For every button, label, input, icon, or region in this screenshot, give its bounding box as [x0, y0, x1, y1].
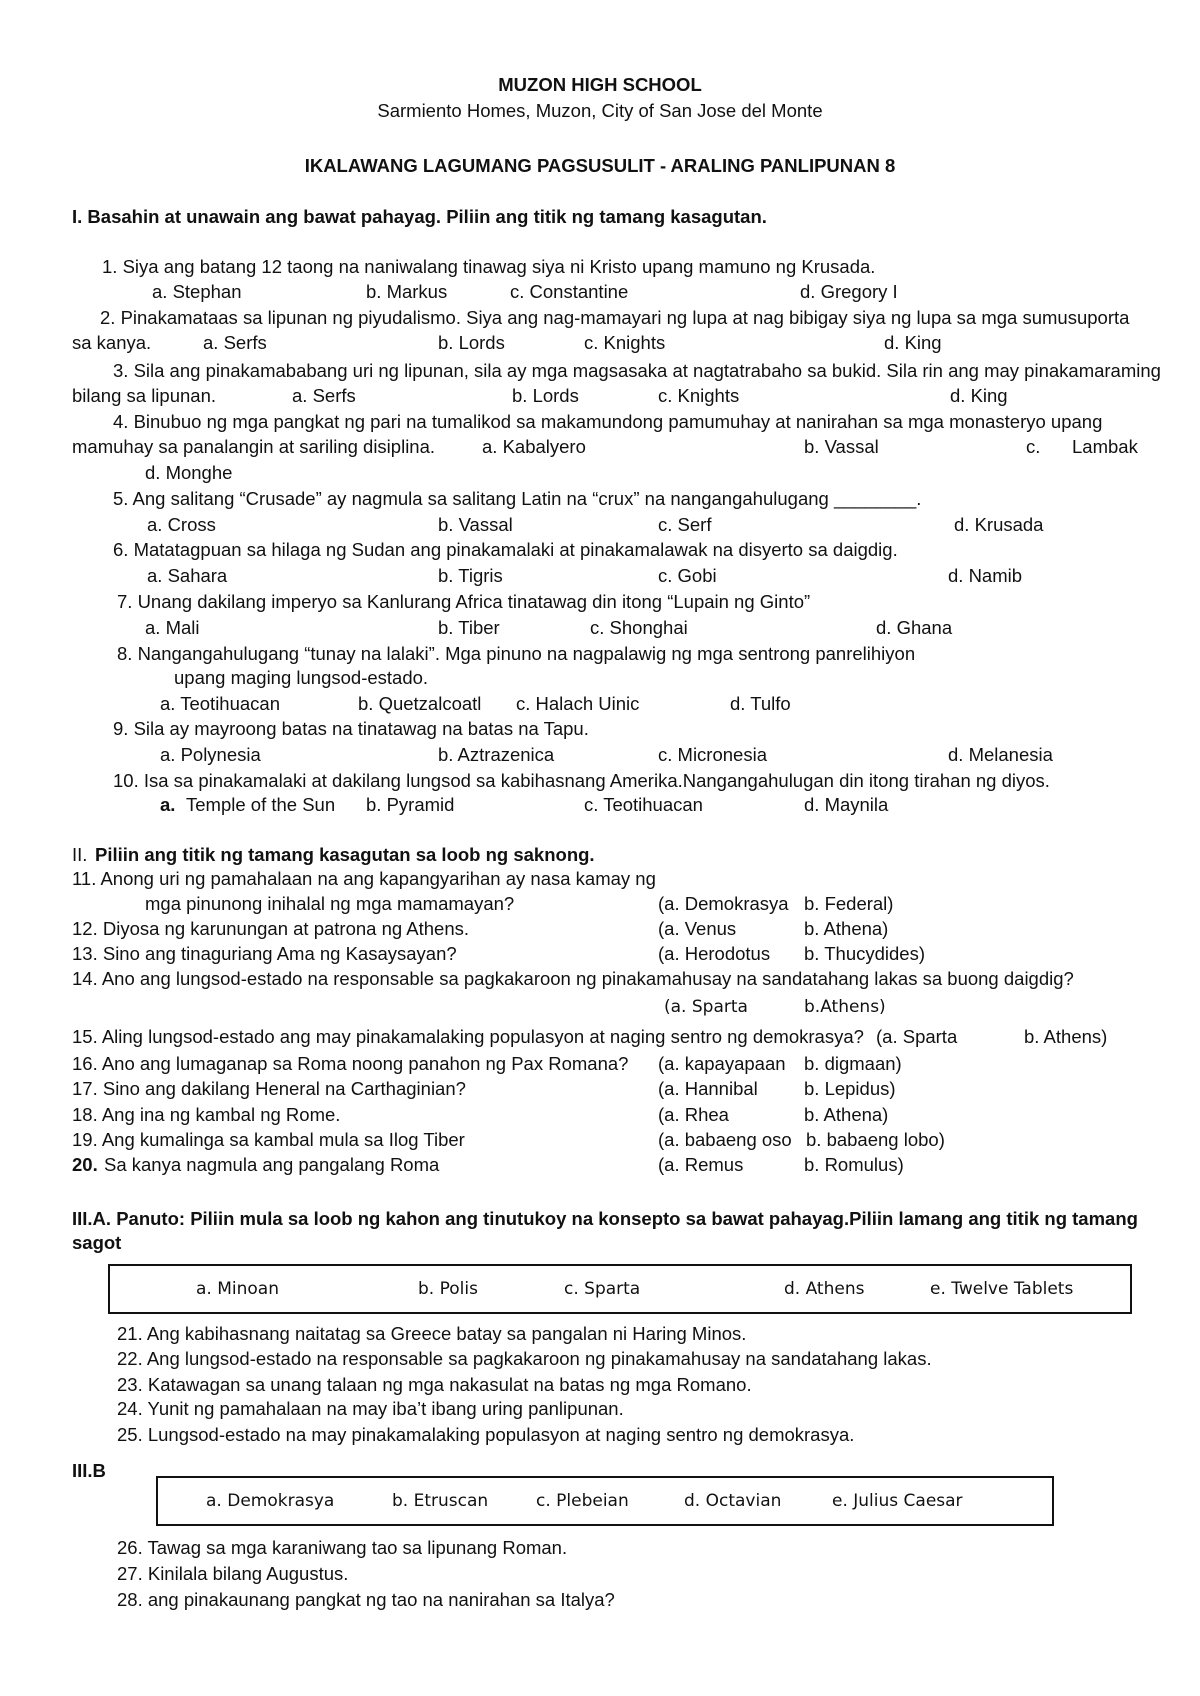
q4-option-b: b. Vassal [804, 436, 879, 457]
school-address: Sarmiento Homes, Muzon, City of San Jose del Monte [377, 100, 823, 121]
q16-option-a: (a. kapayapaan [658, 1053, 786, 1074]
q2-option-b: b. Lords [438, 332, 505, 353]
choice-3b-a: a. Demokrasya [206, 1491, 335, 1511]
q3-option-c: c. Knights [658, 385, 740, 406]
q7-text: 7. Unang dakilang imperyo sa Kanlurang Africa tinatawag din itong “Lupain ng Ginto” [117, 591, 811, 612]
part1-instruction: I. Basahin at unawain ang bawat pahayag. Piliin ang titik ng tamang kasagutan. [72, 206, 767, 227]
q2-option-d: d. King [884, 332, 942, 353]
q7-option-c: c. Shonghai [590, 617, 688, 638]
q10-option-a-letter: a. [160, 794, 176, 815]
part3a-instruction-2: sagot [72, 1232, 122, 1253]
q19-option-a: (a. babaeng oso [658, 1129, 792, 1150]
q12-option-b: b. Athena) [804, 918, 889, 939]
q18-text: 18. Ang ina ng kambal ng Rome. [72, 1104, 341, 1125]
q14-option-b: b.Athens) [804, 997, 886, 1017]
choice-3a-b: b. Polis [418, 1279, 478, 1299]
q1-option-d: d. Gregory I [800, 281, 898, 302]
q6-option-d: d. Namib [948, 565, 1023, 586]
choice-box-3b [156, 1476, 1054, 1526]
q5-option-c: c. Serf [658, 514, 712, 535]
q21-text: 21. Ang kabihasnang naitatag sa Greece batay sa pangalan ni Haring Minos. [117, 1323, 747, 1344]
q6-option-b: b. Tigris [438, 565, 503, 586]
q9-option-a: a. Polynesia [160, 744, 261, 765]
q19-option-b: b. babaeng lobo) [806, 1129, 945, 1150]
q1-option-a: a. Stephan [152, 281, 242, 302]
q13-option-b: b. Thucydides) [804, 943, 925, 964]
q3-option-a: a. Serfs [292, 385, 356, 406]
q6-text: 6. Matatagpuan sa hilaga ng Sudan ang pinakamalaki at pinakamalawak na disyerto sa daigdig. [113, 539, 898, 560]
q9-option-d: d. Melanesia [948, 744, 1053, 765]
q17-text: 17. Sino ang dakilang Heneral na Carthaginian? [72, 1078, 466, 1099]
q5-option-b: b. Vassal [438, 514, 513, 535]
q8-text-1: 8. Nangangahulugang “tunay na lalaki”. Mga pinuno na nagpalawig ng mga sentrong panrelihiyon [117, 643, 916, 664]
q20-option-b: b. Romulus) [804, 1154, 904, 1175]
q17-option-b: b. Lepidus) [804, 1078, 896, 1099]
q4-text-1: 4. Binubuo ng mga pangkat ng pari na tumalikod sa makamundong pamumuhay at nanirahan sa mga monasteryo upang [113, 411, 1103, 432]
q8-option-a: a. Teotihuacan [160, 693, 281, 714]
q6-option-a: a. Sahara [147, 565, 228, 586]
q17-option-a: (a. Hannibal [658, 1078, 758, 1099]
q8-option-c: c. Halach Uinic [516, 693, 640, 714]
q10-option-b: b. Pyramid [366, 794, 455, 815]
q13-option-a: (a. Herodotus [658, 943, 771, 964]
school-name: MUZON HIGH SCHOOL [498, 74, 702, 95]
q11-option-b: b. Federal) [804, 893, 894, 914]
q3-text-1: 3. Sila ang pinakamababang uri ng lipunan, sila ay mga magsasaka at nagtatrabaho sa bukid. Sila rin ang may pinakamaraming [113, 360, 1161, 381]
q5-text: 5. Ang salitang “Crusade” ay nagmula sa salitang Latin na “crux” na nangangahulugang ________. [113, 488, 922, 509]
q3-text-2: bilang sa lipunan. [72, 385, 216, 406]
q10-option-d: d. Maynila [804, 794, 889, 815]
q14-text: 14. Ano ang lungsod-estado na responsable sa pagkakaroon ng pinakamahusay na sandatahang lakas sa buong daigdig? [72, 968, 1074, 989]
choice-3a-a: a. Minoan [196, 1279, 279, 1299]
q2-text-2: sa kanya. [72, 332, 152, 353]
q18-option-b: b. Athena) [804, 1104, 889, 1125]
q22-text: 22. Ang lungsod-estado na responsable sa pagkakaroon ng pinakamahusay na sandatahang lakas. [117, 1348, 932, 1369]
q20-option-a: (a. Remus [658, 1154, 744, 1175]
q11-text-2: mga pinunong inihalal ng mga mamamayan? [145, 893, 515, 914]
q1-text: 1. Siya ang batang 12 taong na naniwalang tinawag siya ni Kristo upang mamuno ng Krusada. [102, 256, 876, 277]
q11-option-a: (a. Demokrasya [658, 893, 789, 914]
q11-text-1: 11. Anong uri ng pamahalaan na ang kapangyarihan ay nasa kamay ng [72, 868, 656, 889]
part2-label: II. [72, 844, 88, 865]
q24-text: 24. Yunit ng pamahalaan na may iba’t ibang uring panlipunan. [117, 1398, 624, 1419]
q20-text: Sa kanya nagmula ang pangalang Roma [104, 1154, 440, 1175]
q6-option-c: c. Gobi [658, 565, 717, 586]
q23-text: 23. Katawagan sa unang talaan ng mga nakasulat na batas ng mga Romano. [117, 1374, 752, 1395]
q4-option-a: a. Kabalyero [482, 436, 586, 457]
q8-text-2: upang maging lungsod-estado. [174, 667, 429, 688]
q12-option-a: (a. Venus [658, 918, 737, 939]
q10-text: 10. Isa sa pinakamalaki at dakilang lungsod sa kabihasnang Amerika.Nangangahulugan din itong tirahan ng diyos. [113, 770, 1050, 791]
q5-option-d: d. Krusada [954, 514, 1044, 535]
choice-3b-e: e. Julius Caesar [832, 1491, 963, 1511]
q9-text: 9. Sila ay mayroong batas na tinatawag na batas na Tapu. [113, 718, 589, 739]
q2-option-a: a. Serfs [203, 332, 267, 353]
q13-text: 13. Sino ang tinaguriang Ama ng Kasaysayan? [72, 943, 457, 964]
q16-text: 16. Ano ang lumaganap sa Roma noong panahon ng Pax Romana? [72, 1053, 629, 1074]
q7-option-b: b. Tiber [438, 617, 500, 638]
q10-option-c: c. Teotihuacan [584, 794, 703, 815]
q4-option-c-text: Lambak [1072, 436, 1138, 457]
q8-option-b: b. Quetzalcoatl [358, 693, 482, 714]
choice-3b-c: c. Plebeian [536, 1491, 629, 1511]
q12-text: 12. Diyosa ng karunungan at patrona ng Athens. [72, 918, 470, 939]
q20-number: 20. [72, 1154, 98, 1175]
part2-instruction: Piliin ang titik ng tamang kasagutan sa loob ng saknong. [95, 844, 595, 865]
q1-option-b: b. Markus [366, 281, 448, 302]
q3-option-d: d. King [950, 385, 1008, 406]
q2-option-c: c. Knights [584, 332, 666, 353]
q4-option-c: c. [1026, 436, 1041, 457]
exam-title: IKALAWANG LAGUMANG PAGSUSULIT - ARALING PANLIPUNAN 8 [304, 155, 896, 176]
q4-text-2: mamuhay sa panalangin at sariling disiplina. [72, 436, 436, 457]
q16-option-b: b. digmaan) [804, 1053, 902, 1074]
choice-box-3a [108, 1264, 1132, 1314]
q5-option-a: a. Cross [147, 514, 216, 535]
q9-option-b: b. Aztrazenica [438, 744, 555, 765]
q18-option-a: (a. Rhea [658, 1104, 729, 1125]
part3a-instruction-1: III.A. Panuto: Piliin mula sa loob ng kahon ang tinutukoy na konsepto sa bawat pahayag.Piliin lamang ang titik ng tamang [72, 1208, 1138, 1229]
choice-3a-d: d. Athens [784, 1279, 865, 1299]
q1-option-c: c. Constantine [510, 281, 629, 302]
q7-option-d: d. Ghana [876, 617, 953, 638]
choice-3b-b: b. Etruscan [392, 1491, 489, 1511]
q14-option-a: (a. Sparta [664, 997, 748, 1017]
q25-text: 25. Lungsod-estado na may pinakamalaking populasyon at naging sentro ng demokrasya. [117, 1424, 855, 1445]
q15-option-b: b. Athens) [1024, 1026, 1108, 1047]
q10-option-a: Temple of the Sun [186, 794, 336, 815]
q15-text: 15. Aling lungsod-estado ang may pinakamalaking populasyon at naging sentro ng demokrasya? [72, 1026, 864, 1047]
choice-3b-d: d. Octavian [684, 1491, 782, 1511]
q19-text: 19. Ang kumalinga sa kambal mula sa Ilog Tiber [72, 1129, 465, 1150]
q28-text: 28. ang pinakaunang pangkat ng tao na nanirahan sa Italya? [117, 1589, 615, 1610]
q8-option-d: d. Tulfo [730, 693, 791, 714]
q7-option-a: a. Mali [145, 617, 200, 638]
q15-option-a: (a. Sparta [876, 1026, 958, 1047]
q9-option-c: c. Micronesia [658, 744, 767, 765]
q27-text: 27. Kinilala bilang Augustus. [117, 1563, 349, 1584]
q4-option-d: d. Monghe [145, 462, 233, 483]
part3b-label: III.B [72, 1460, 106, 1481]
choice-3a-e: e. Twelve Tablets [930, 1279, 1074, 1299]
q26-text: 26. Tawag sa mga karaniwang tao sa lipunang Roman. [117, 1537, 568, 1558]
q3-option-b: b. Lords [512, 385, 579, 406]
choice-3a-c: c. Sparta [564, 1279, 641, 1299]
q2-text-1: 2. Pinakamataas sa lipunan ng piyudalismo. Siya ang nag-mamayari ng lupa at nag bibigay siya ng lupa sa mga sumusuporta [100, 307, 1130, 328]
